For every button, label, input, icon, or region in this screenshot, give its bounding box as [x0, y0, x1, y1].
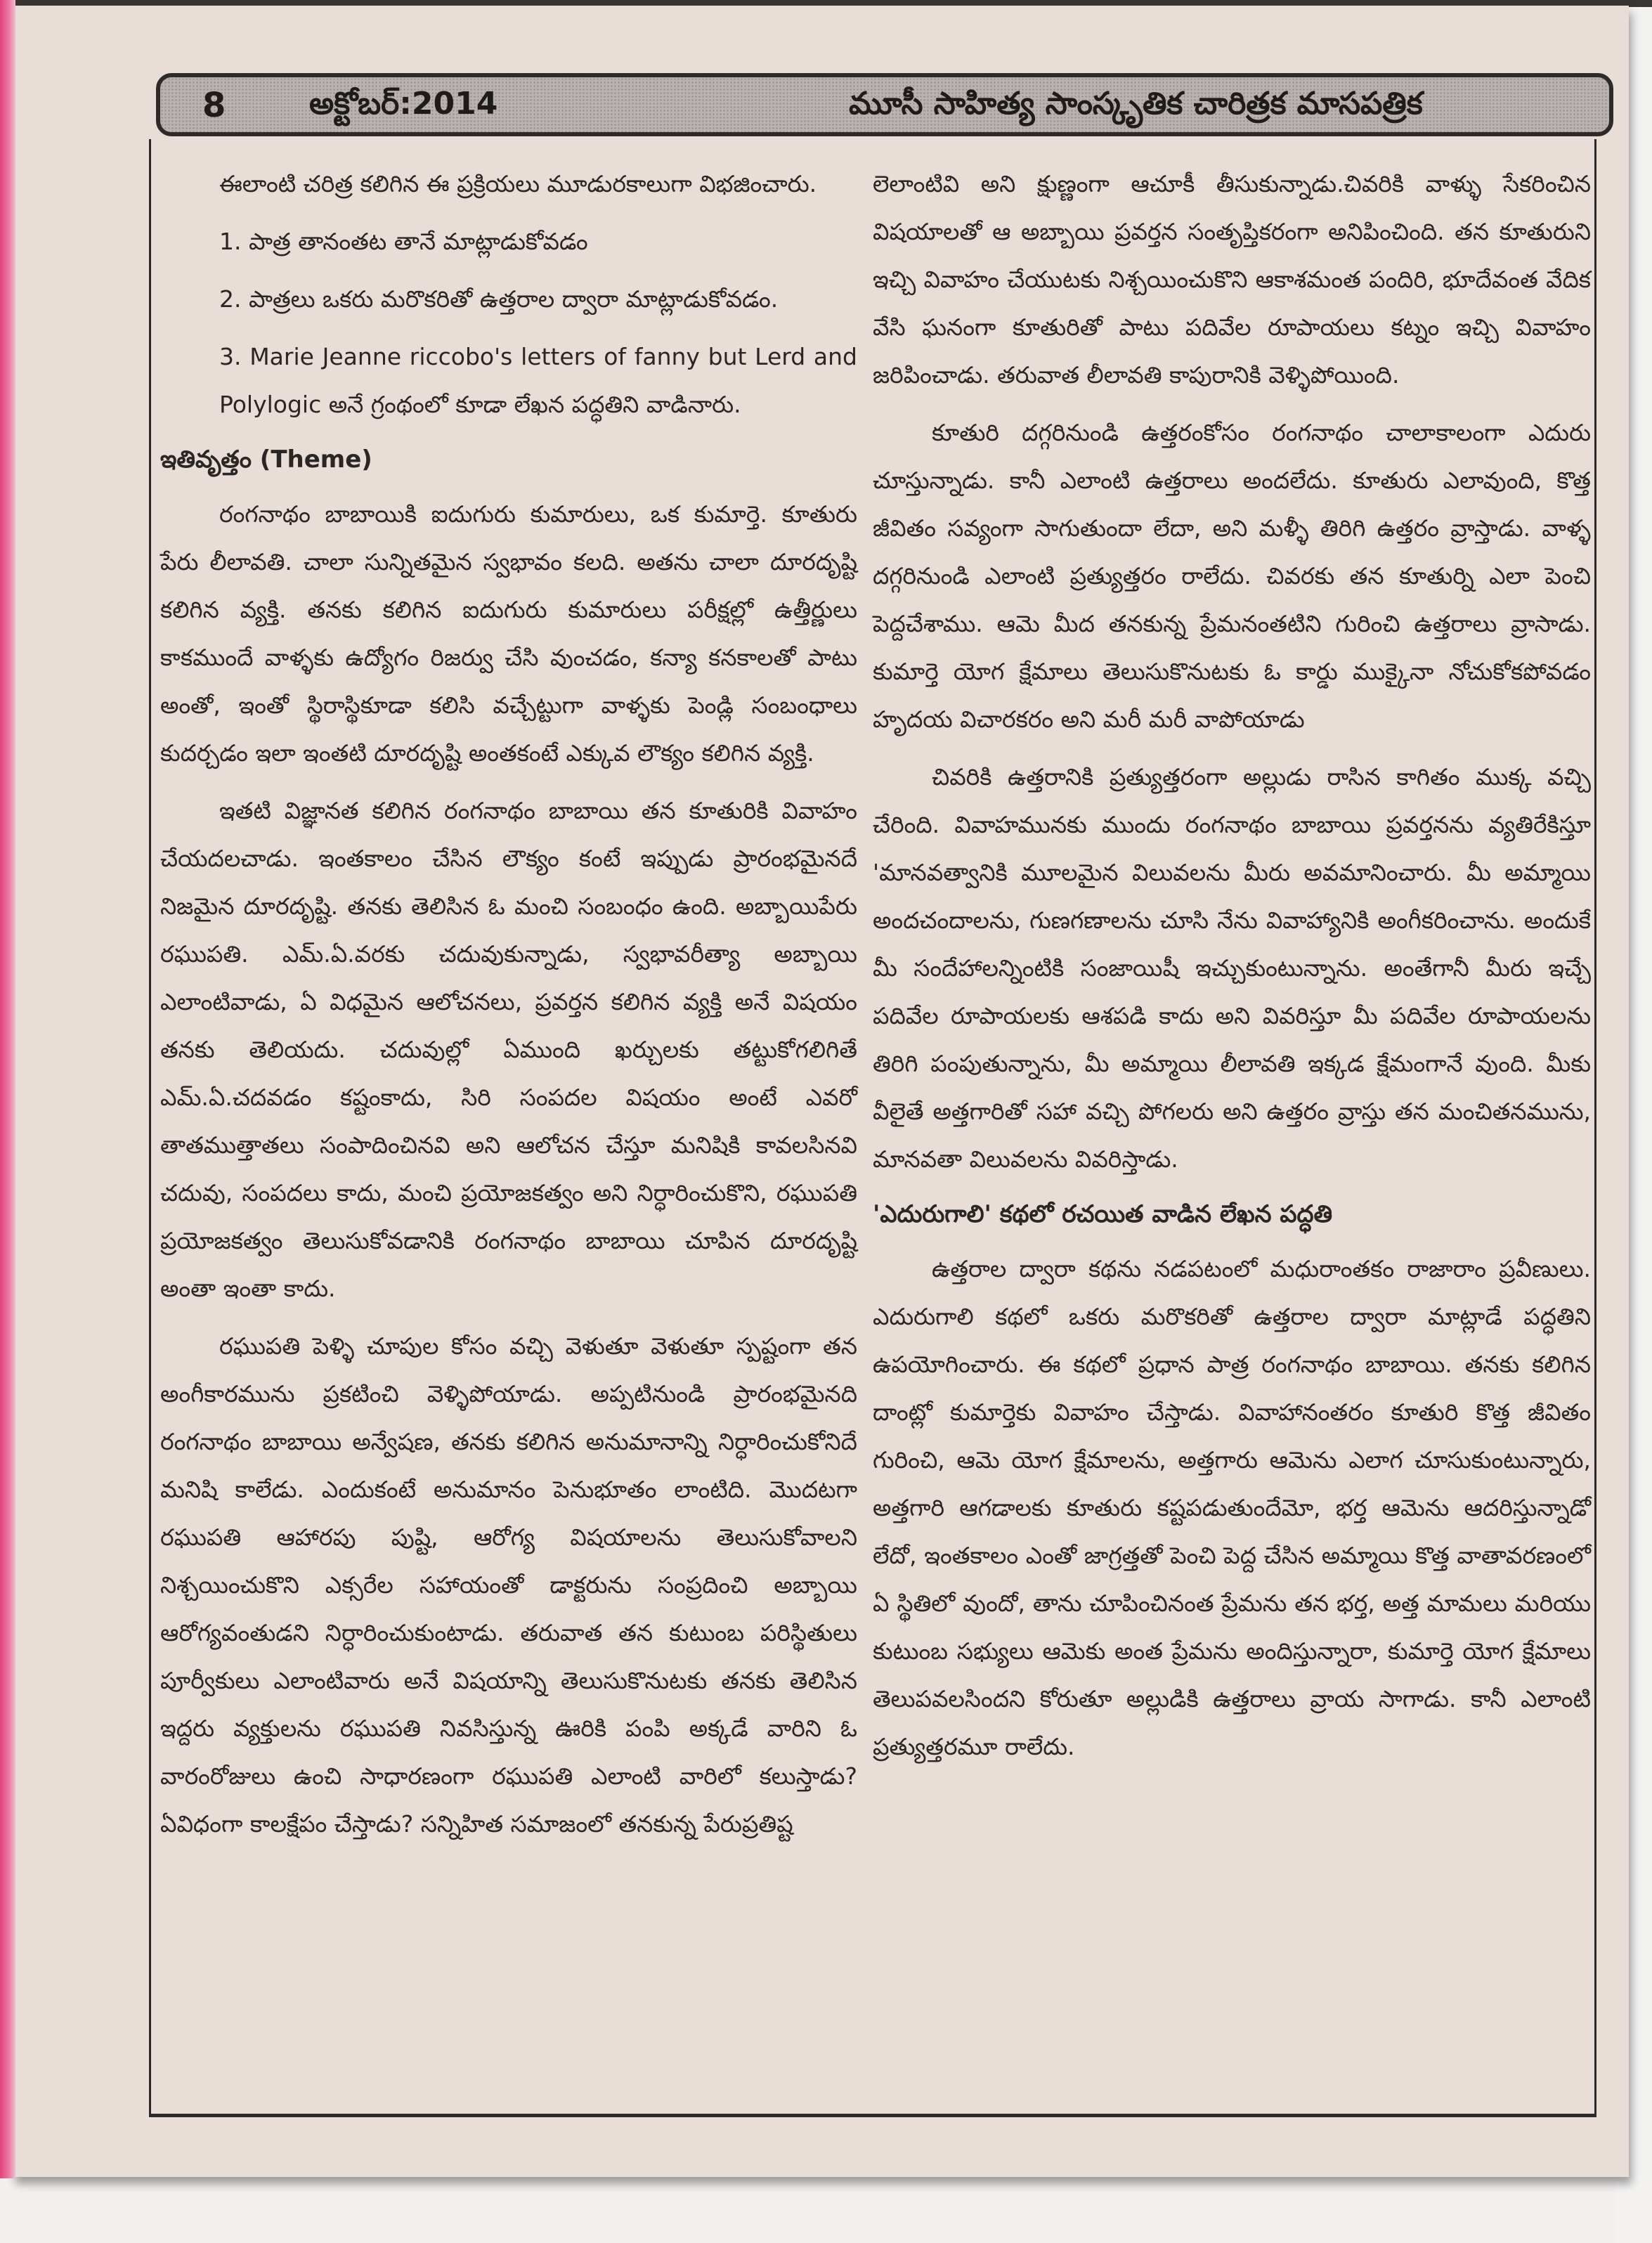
- body-paragraph: ఉత్తరాల ద్వారా కథను నడపటంలో మధురాంతకం రాజారాం ప్రవీణులు. ఎదురుగాలి కథలో ఒకరు మరొకరితో ఉత్తరాల ద్వారా మాట్లాడే పద్ధతిని ఉపయోగించారు. ఈ కథలో ప్రధాన పాత్ర రంగనాథం బాబాయి. తనకు కలిగిన దాంట్లో కుమార్తెకు వివాహం చేస్తాడు. వివాహానంతరం కూతురి కొత్త జీవితం గురించి, ఆమె యోగ క్షేమాలను, అత్తగారు ఆమెను ఎలాగ చూసుకుంటున్నారు, అత్తగారి ఆగడాలకు కూతురు కష్టపడుతుందేమో, భర్త ఆమెను ఆదరిస్తున్నాడో లేదో, ఇంతకాలం ఎంతో జాగ్రత్తతో పెంచి పెద్ద చేసిన అమ్మాయి కొత్త వాతావరణంలో ఏ స్థితిలో వుందో, తాను చూపించినంత ప్రేమను తన భర్త, అత్త మామలు మరియు కుటుంబ సభ్యులు ఆమెకు అంత ప్రేమను అందిస్తున్నారా, కుమార్తె యోగ క్షేమాలు తెలుపవలసిందని కోరుతూ అల్లుడికి ఉత్తరాలు వ్రాయ సాగాడు. కానీ ఎలాంటి ప్రత్యుత్తరమూ రాలేదు.: [873, 1255, 1591, 1760]
- section-heading-letter-method: 'ఎదురుగాలి' కథలో రచయిత వాడిన లేఖన పద్ధతి: [873, 1200, 1333, 1228]
- issue-date: అక్టోబర్:2014: [309, 86, 498, 122]
- page-header-banner: [156, 73, 1613, 136]
- body-paragraph: రంగనాథం బాబాయికి ఐదుగురు కుమారులు, ఒక కుమార్తె. కూతురు పేరు లీలావతి. చాలా సున్నితమైన స్వభావం కలది. అతను చాలా దూరదృష్టి కలిగిన వ్యక్తి. తనకు కలిగిన ఐదుగురు కుమారులు పరీక్షల్లో ఉత్తీర్ణులు కాకముందే వాళ్ళకు ఉద్యోగం రిజర్వు చేసి వుంచడం, కన్యా కనకాలతో పాటు అంతో, ఇంతో స్థిరాస్థికూడా కలిసి వచ్చేట్టుగా వాళ్ళకు పెండ్లి సంబంధాలు కుదర్చడం ఇలా ఇంతటి దూరదృష్టి అంతకంటే ఎక్కువ లౌక్యం కలిగిన వ్యక్తి.: [160, 500, 857, 767]
- magazine-title: మూసీ సాహిత్య సాంస్కృతిక చారిత్రక మాసపత్రిక: [849, 86, 1423, 122]
- body-paragraph: లెలాంటివి అని క్షుణ్ణంగా ఆచూకీ తీసుకున్నాడు.చివరికి వాళ్ళు సేకరించిన విషయాలతో ఆ అబ్బాయి ప్రవర్తన సంతృప్తికరంగా అనిపించింది. తన కూతురుని ఇచ్చి వివాహం చేయుటకు నిశ్చయించుకొని ఆకాశమంత పందిరి, భూదేవంత వేదిక వేసి ఘనంగా కూతురితో పాటు పదివేల రూపాయలు కట్నం ఇచ్చి వివాహం జరిపించాడు. తరువాత లీలావతి కాపురానికి వెళ్ళిపోయింది.: [873, 170, 1591, 389]
- section-heading-theme: ఇతివృత్తం (Theme): [160, 446, 372, 474]
- pink-cover-edge: [0, 0, 15, 2178]
- left-column: [160, 160, 857, 1848]
- list-item: 2. పాత్రలు ఒకరు మరొకరితో ఉత్తరాల ద్వారా మాట్లాడుకోవడం.: [219, 285, 779, 313]
- right-column: [873, 160, 1591, 1771]
- body-paragraph: ఇతటి విజ్ఞానత కలిగిన రంగనాథం బాబాయి తన కూతురికి వివాహం చేయదలచాడు. ఇంతకాలం చేసిన లౌక్యం కంటే ఇప్పుడు ప్రారంభమైనదే నిజమైన దూరదృష్టి. తనకు తెలిసిన ఓ మంచి సంబంధం ఉంది. అబ్బాయిపేరు రఘుపతి. ఎమ్.ఏ.వరకు చదువుకున్నాడు, స్వభావరీత్యా అబ్బాయి ఎలాంటివాడు, ఏ విధమైన ఆలోచనలు, ప్రవర్తన కలిగిన వ్యక్తి అనే విషయం తనకు తెలియదు. చదువుల్లో ఏముంది ఖర్చులకు తట్టుకోగలిగితే ఎమ్.ఏ.చదవడం కష్టంకాదు, సిరి సంపదల విషయం అంటే ఎవరో తాతముత్తాతలు సంపాదించినవి అని ఆలోచన చేస్తూ మనిషికి కావలసినవి చదువు, సంపదలు కాదు, మంచి ప్రయోజకత్వం అని నిర్ధారించుకొని, రఘుపతి ప్రయోజకత్వం తెలుసుకోవడానికి రంగనాథం బాబాయి చూపిన దూరదృష్టి అంతా ఇంతా కాదు.: [160, 797, 857, 1302]
- list-item: 3. Marie Jeanne riccobo's letters of fanny but Lerd and Polylogic అనే గ్రంథంలో కూడా లేఖన పద్ధతిని వాడినారు.: [219, 343, 857, 418]
- body-paragraph: చివరికి ఉత్తరానికి ప్రత్యుత్తరంగా అల్లుడు రాసిన కాగితం ముక్క వచ్చి చేరింది. వివాహమునకు ముందు రంగనాథం బాబాయి ప్రవర్తనను వ్యతిరేకిస్తూ 'మానవత్వానికి మూలమైన విలువలను మీరు అవమానించారు. మీ అమ్మాయి అందచందాలను, గుణగణాలను చూసి నేను వివాహ్యానికి అంగీకరించాను. అందుకే మీ సందేహాలన్నింటికి సంజాయిషీ ఇచ్చుకుంటున్నాను. అంతేగానీ మీరు ఇచ్చే పదివేల రూపాయలకు ఆశపడి కాదు అని వివరిస్తూ మీ పదివేల రూపాయలను తిరిగి పంపుతున్నాను, మీ అమ్మాయి లీలావతి ఇక్కడ క్షేమంగానే వుంది. మీకు వీలైతే అత్తగారితో సహా వచ్చి పోగలరు అని ఉత్తరం వ్రాస్తు తన మంచితనమును, మానవతా విలువలను వివరిస్తాడు.: [873, 763, 1591, 1173]
- intro-paragraph: ఈలాంటి చరిత్ర కలిగిన ఈ ప్రక్రియలు మూడురకాలుగా విభజించారు.: [219, 170, 817, 197]
- list-item: 1. పాత్ర తానంతట తానే మాట్లాడుకోవడం: [219, 228, 588, 255]
- body-paragraph: రఘుపతి పెళ్ళి చూపుల కోసం వచ్చి వెళుతూ వెళుతూ స్పష్టంగా తన అంగీకారమును ప్రకటించి వెళ్ళిపోయాడు. అప్పటినుండి ప్రారంభమైనది రంగనాథం బాబాయి అన్వేషణ, తనకు కలిగిన అనుమానాన్ని నిర్ధారించుకోనిదే మనిషి కాలేడు. ఎందుకంటే అనుమానం పెనుభూతం లాంటిది. మొదటగా రఘుపతి ఆహారపు పుష్టి, ఆరోగ్య విషయాలను తెలుసుకోవాలని నిశ్చయించుకొని ఎక్సరేల సహాయంతో డాక్టరును సంప్రదించి అబ్బాయి ఆరోగ్యవంతుడని నిర్ధారించుకుంటాడు. తరువాత తన కుటుంబ పరిస్థితులు పూర్వీకులు ఎలాంటివారు అనే విషయాన్ని తెలుసుకొనుటకు తనకు తెలిసిన ఇద్దరు వ్యక్తులను రఘుపతి నివసిస్తున్న ఊరికి పంపి అక్కడే వారిని ఓ వారంరోజులు ఉంచి సాధారణంగా రఘుపతి ఎలాంటి వారిలో కలుస్తాడు? ఏవిధంగా కాలక్షేపం చేస్తాడు? సన్నిహిత సమాజంలో తనకున్న పేరుప్రతిష్ట: [160, 1332, 857, 1838]
- body-paragraph: కూతురి దగ్గరినుండి ఉత్తరంకోసం రంగనాథం చాలాకాలంగా ఎదురు చూస్తున్నాడు. కానీ ఎలాంటి ఉత్తరాలు అందలేదు. కూతురు ఎలావుంది, కొత్త జీవితం సవ్యంగా సాగుతుందా లేదా, అని మళ్ళీ తిరిగి ఉత్తరం వ్రాస్తాడు. వాళ్ళ దగ్గరినుండి ఎలాంటి ప్రత్యుత్తరం రాలేదు. చివరకు తన కూతుర్ని ఎలా పెంచి పెద్దచేశాము. ఆమె మీద తనకున్న ప్రేమనంతటిని గురించి ఉత్తరాలు వ్రాసాడు. కుమార్తె యోగ క్షేమాలు తెలుసుకొనుటకు ఓ కార్డు ముక్కైనా నోచుకోకపోవడం హృదయ విచారకరం అని మరీ మరీ వాపోయాడు: [873, 419, 1591, 733]
- page-number: 8: [202, 86, 226, 125]
